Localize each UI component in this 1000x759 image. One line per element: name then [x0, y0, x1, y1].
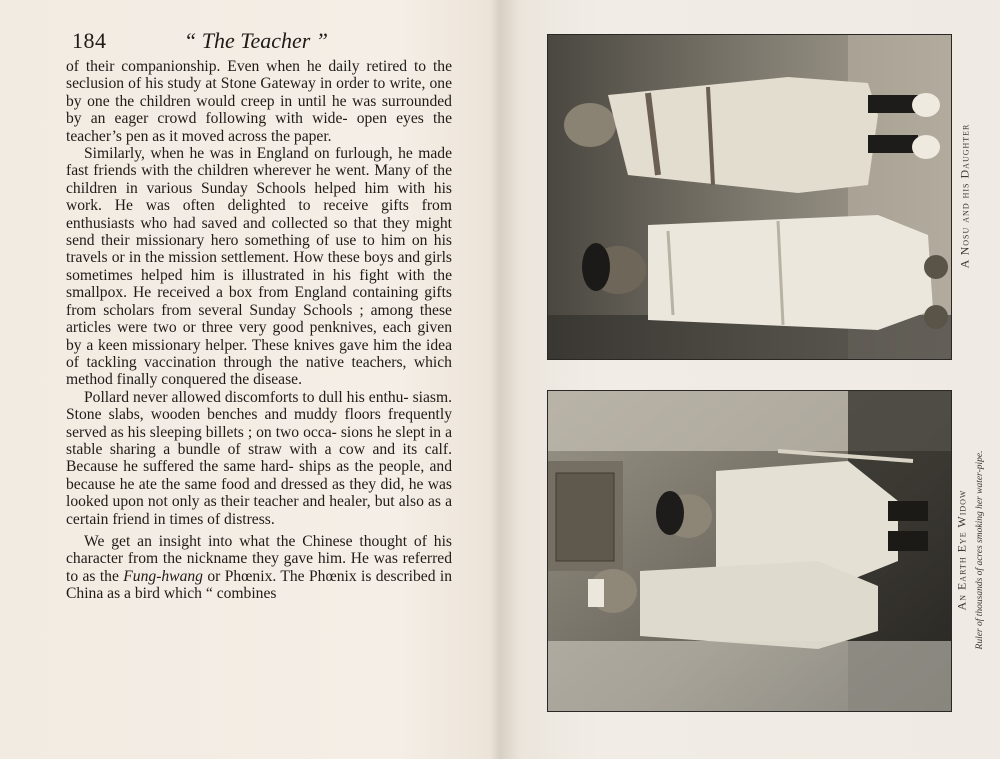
page-number: 184 [72, 28, 107, 53]
text-line: illustrated in his fight with the smallpox. He received a [66, 266, 453, 302]
body-text [66, 58, 452, 603]
text-line: was surrounded by an eager crowd following with wide- [66, 92, 452, 128]
text-line: his character from the nickname they gave him. He [66, 532, 452, 568]
text-line: teacher and healer, but also as a certain friend in times [66, 493, 452, 528]
text-line: of their companionship. Even when he daily retired to [66, 58, 427, 75]
photo-earth-eye-widow [547, 390, 952, 712]
text-line: several Sunday Schools ; among these articles were two [66, 301, 452, 337]
paragraph [66, 533, 452, 603]
text-line: box from England containing gifts from scholars from [66, 284, 452, 319]
text-line: him with his work. He was often delighted to receive [66, 179, 452, 215]
text-line: Pollard never allowed discomforts to dull his enthu- [84, 388, 409, 406]
text-line: made fast friends with the children wherever he went. [66, 145, 453, 180]
text-line: siasm. Stone slabs, wooden benches and muddy floors [66, 388, 452, 424]
text-line: frequently served as his sleeping billets ; on two occa- [66, 406, 452, 441]
text-line: sions he slept in a stable sharing a bundle of straw with [66, 423, 452, 458]
text-line: Similarly, when he was in England on furlough, he [84, 145, 413, 163]
text-line: open eyes the teacher’s pen as it moved across the paper. [66, 110, 452, 145]
italic-term: Fung-hwang [123, 567, 203, 585]
text-line: Many of the children in various Sunday Schools helped [66, 162, 452, 197]
text-line: How these boys and girls sometimes helped him is [66, 249, 452, 284]
chapter-title: “ The Teacher ” [184, 28, 329, 53]
text-line: dressed as they did, he was looked upon not only as their [66, 475, 453, 511]
paragraph [66, 145, 452, 389]
text-line: missionary helper. These knives gave him the idea of [66, 336, 453, 371]
paragraph [66, 58, 452, 145]
text-line: ships as the people, and because he ate the same food and [66, 458, 452, 493]
paragraph [66, 389, 452, 528]
text-line: was referred to as the Fung-hwang or Phœnix. The [66, 550, 452, 585]
caption-widow-subtitle: Ruler of thousands of acres smoking her water-pipe. [975, 450, 985, 650]
text-line: or three very good penknives, each given by a keen [66, 319, 452, 354]
right-page [500, 0, 1000, 759]
running-head [72, 28, 462, 56]
text-line: of distress. [207, 510, 275, 528]
text-line: We get an insight into what the Chinese thought of [84, 532, 427, 550]
caption-nosu: A Nosu and his Daughter [957, 123, 972, 269]
text-line: of use to him on his travels or in the mission settlement. [66, 232, 452, 267]
text-line: gifts from enthusiasts who had saved and collected so [66, 197, 452, 232]
text-line: the seclusion of his study at Stone Gateway in order to [66, 58, 453, 93]
text-line: that they might send their missionary hero something [66, 214, 453, 250]
text-line: method finally conquered the disease. [66, 371, 302, 389]
text-line: a cow and its calf. Because he suffered the same hard- [66, 440, 452, 476]
text-line: tackling vaccination through the native teachers, which [86, 353, 452, 371]
caption-widow-title: An Earth Eye Widow [954, 489, 969, 611]
photo-nosu-and-daughter [547, 34, 952, 360]
text-line: Phœnix is described in China as a bird which “ combines [66, 567, 453, 603]
text-line: write, one by one the children would creep in until he [66, 75, 452, 110]
